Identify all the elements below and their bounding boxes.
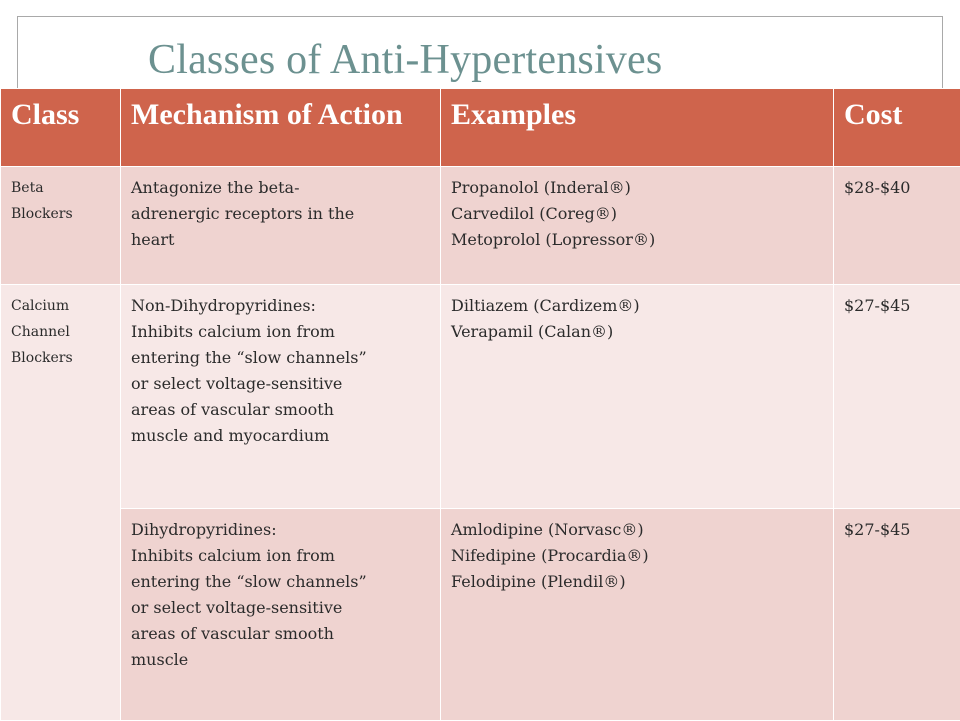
header-examples: Examples <box>441 89 834 167</box>
examples-cell: Diltiazem (Cardizem®) Verapamil (Calan®) <box>441 285 834 509</box>
cost-cell: $27-$45 <box>834 285 960 509</box>
antihypertensives-table <box>0 88 960 721</box>
header-mechanism: Mechanism of Action <box>121 89 441 167</box>
table-header-row <box>1 89 960 167</box>
examples-cell: Amlodipine (Norvasc®) Nifedipine (Procardia®) Felodipine (Plendil®) <box>441 509 834 721</box>
cost-cell: $27-$45 <box>834 509 960 721</box>
table-row <box>1 167 960 285</box>
table-row <box>1 509 960 721</box>
slide-title: Classes of Anti-Hypertensives <box>148 36 662 84</box>
header-cost: Cost <box>834 89 960 167</box>
class-cell: Calcium Channel Blockers <box>1 285 121 721</box>
mechanism-cell: Antagonize the beta- adrenergic receptors in the heart <box>121 167 441 285</box>
examples-cell: Propanolol (Inderal®) Carvedilol (Coreg®) Metoprolol (Lopressor®) <box>441 167 834 285</box>
class-cell: Beta Blockers <box>1 167 121 285</box>
cost-cell: $28-$40 <box>834 167 960 285</box>
table-row <box>1 285 960 509</box>
header-class: Class <box>1 89 121 167</box>
mechanism-cell: Non-Dihydropyridines: Inhibits calcium ion from entering the “slow channels” or select voltage-sensitive areas of vascular smooth muscle and myocardium <box>121 285 441 509</box>
mechanism-cell: Dihydropyridines: Inhibits calcium ion from entering the “slow channels” or select voltage-sensitive areas of vascular smooth muscle <box>121 509 441 721</box>
